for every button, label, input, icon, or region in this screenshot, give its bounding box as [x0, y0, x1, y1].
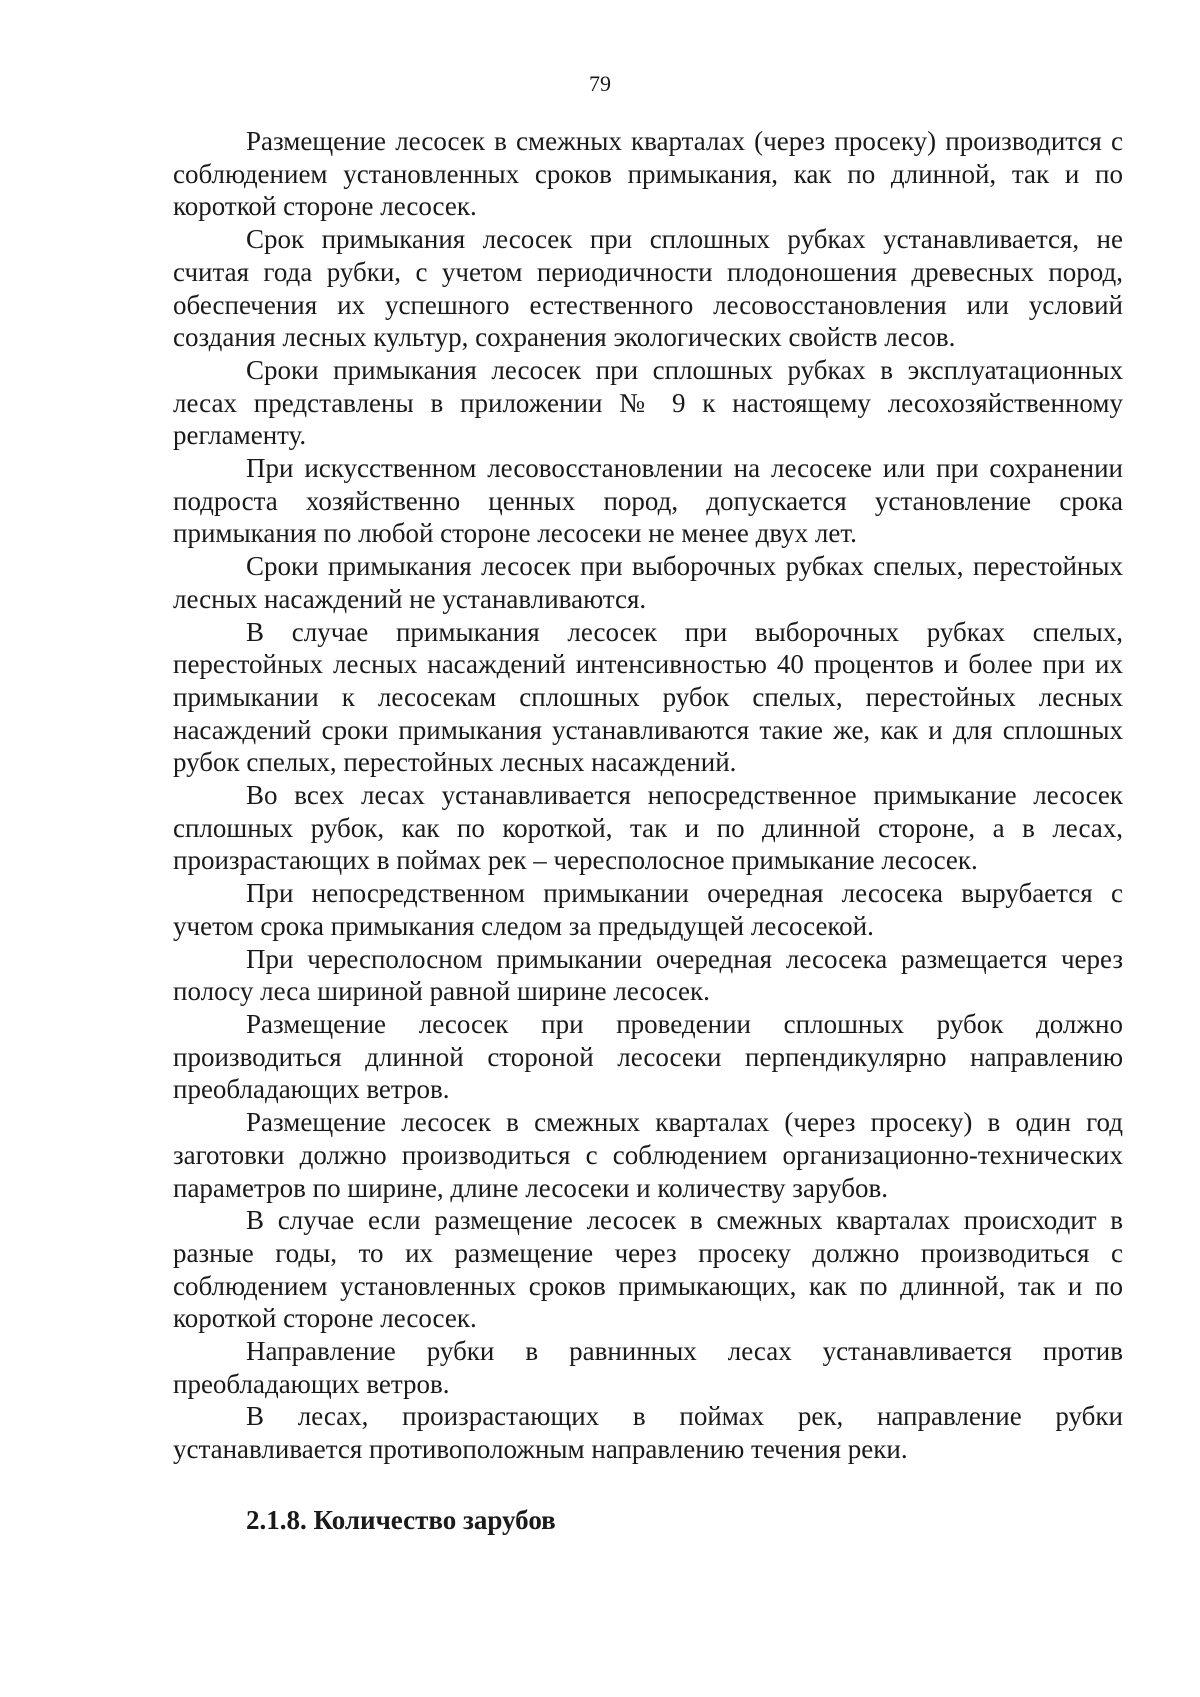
- document-body: [173, 125, 1123, 1537]
- paragraph: В случае если размещение лесосек в смежных кварталах происходит в разные годы, то их размещение через просеку должно производиться с соблюдением установленных сроков примыкающих, как по длинной, так и по короткой стороне лесосек.: [173, 1205, 1123, 1334]
- paragraph: В случае примыкания лесосек при выборочных рубках спелых, перестойных лесных насаждений интенсивностью 40 процентов и более при их примыкании к лесосекам сплошных рубок спелых, перестойных лесных насаждений сроки примыкания устанавливаются такие же, как и для сплошных рубок спелых, перестойных лесных насаждений.: [173, 616, 1123, 778]
- paragraph: Размещение лесосек в смежных кварталах (через просеку) производится с соблюдением установленных сроков примыкания, как по длинной, так и по короткой стороне лесосек.: [173, 126, 1123, 222]
- paragraph: Во всех лесах устанавливается непосредственное примыкание лесосек сплошных рубок, как по короткой, так и по длинной стороне, а в лесах, произрастающих в поймах рек – чересполосное примыкание лесосек.: [173, 780, 1123, 876]
- paragraph: Направление рубки в равнинных лесах устанавливается против преобладающих ветров.: [173, 1336, 1123, 1399]
- paragraph: В лесах, произрастающих в поймах рек, направление рубки устанавливается противоположным направлению течения реки.: [173, 1401, 1123, 1465]
- page-number: 79: [589, 71, 611, 96]
- paragraph: Сроки примыкания лесосек при сплошных рубках в эксплуатационных лесах представлены в приложении № 9 к настоящему лесохозяйственному регламенту.: [173, 354, 1123, 451]
- paragraph: Размещение лесосек при проведении сплошных рубок должно производиться длинной стороной лесосеки перпендикулярно направлению преобладающих ветров.: [173, 1008, 1123, 1105]
- paragraph: Срок примыкания лесосек при сплошных рубках устанавливается, не считая года рубки, с учетом периодичности плодоношения древесных пород, обеспечения их успешного естественного лесовосстановления или условий создания лесных культур, сохранения экологических свойств лесов.: [173, 224, 1123, 353]
- paragraph: При искусственном лесовосстановлении на лесосеке или при сохранении подроста хозяйственно ценных пород, допускается установление срока примыкания по любой стороне лесосеки не менее двух лет.: [173, 453, 1123, 549]
- paragraph: При чересполосном примыкании очередная лесосека размещается через полосу леса шириной равной ширине лесосек.: [173, 943, 1123, 1007]
- section-heading: 2.1.8. Количество зарубов: [246, 1504, 556, 1535]
- paragraph: Размещение лесосек в смежных кварталах (через просеку) в один год заготовки должно производиться с соблюдением организационно-технических параметров по ширине, длине лесосеки и количеству зарубов.: [173, 1107, 1123, 1203]
- paragraph: Сроки примыкания лесосек при выборочных рубках спелых, перестойных лесных насаждений не устанавливаются.: [173, 551, 1123, 614]
- paragraph: При непосредственном примыкании очередная лесосека вырубается с учетом срока примыкания следом за предыдущей лесосекой.: [173, 878, 1123, 941]
